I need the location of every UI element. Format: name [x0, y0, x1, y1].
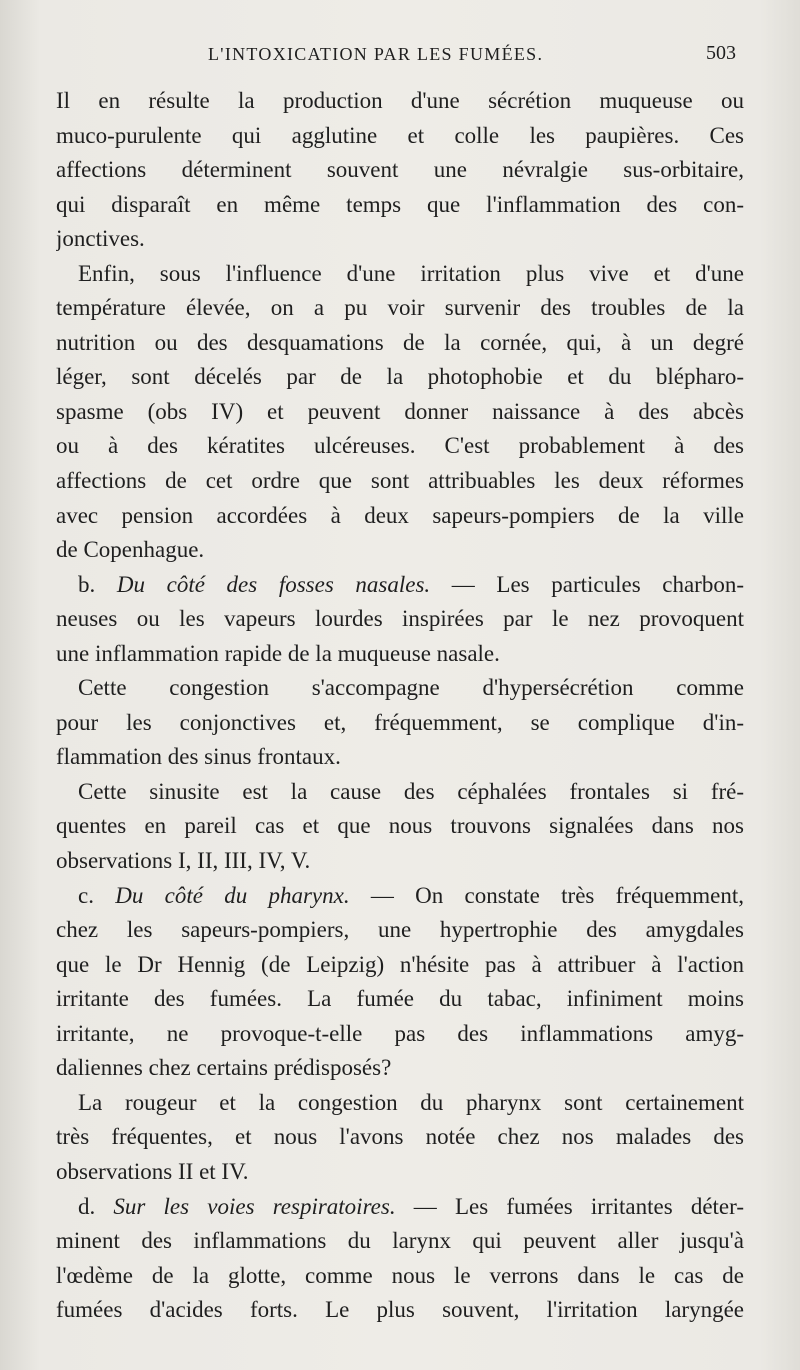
text-line: avec pension accordées à deux sapeurs-pompiers de la ville — [56, 502, 744, 528]
page-number: 503 — [706, 42, 736, 64]
text-line: spasme (obs IV) et peuvent donner naissance à des abcès — [56, 398, 744, 424]
text-line: que le Dr Hennig (de Leipzig) n'hésite pas à attribuer à l'action — [56, 951, 744, 977]
text-line: fumées d'acides forts. Le plus souvent, l'irritation laryngée — [56, 1297, 744, 1323]
text-line: observations II et IV. — [56, 1158, 249, 1184]
text-line — [56, 568, 744, 603]
text-line: neuses ou les vapeurs lourdes inspirées par le nez provoquent — [56, 606, 744, 632]
text-line: léger, sont décelés par de la photophobie et du blépharo- — [56, 364, 744, 390]
text-line: ou à des kératites ulcéreuses. C'est probablement à des — [56, 433, 744, 459]
text-line: minent des inflammations du larynx qui peuvent aller jusqu'à — [56, 1228, 744, 1254]
text-line: Enfin, sous l'influence d'une irritation plus vive et d'une — [78, 260, 744, 286]
text-line: daliennes chez certains prédisposés? — [56, 1055, 392, 1081]
text-line: chez les sapeurs-pompiers, une hypertrophie des amygdales — [56, 917, 744, 943]
text-line: observations I, II, III, IV, V. — [56, 848, 311, 874]
text-line: très fréquentes, et nous l'avons notée chez nos malades des — [56, 1124, 744, 1150]
running-title: L'INTOXICATION PAR LES FUMÉES. — [208, 44, 544, 64]
line-text-rest: — Les particules charbon- — [430, 571, 744, 597]
text-line: qui disparaît en même temps que l'inflammation des con- — [56, 191, 744, 217]
text-line: pour les conjonctives et, fréquemment, se complique d'in- — [56, 709, 744, 735]
text-line — [56, 1190, 744, 1225]
text-line: jonctives. — [56, 226, 145, 252]
text-line: muco-purulente qui agglutine et colle les paupières. Ces — [56, 122, 744, 148]
text-line: irritante des fumées. La fumée du tabac, infiniment moins — [56, 986, 744, 1012]
text-line: nutrition ou des desquamations de la cornée, qui, à un degré — [56, 329, 744, 355]
text-line: une inflammation rapide de la muqueuse nasale. — [56, 640, 500, 666]
section-heading-italic: Sur les voies respiratoires. — [113, 1193, 396, 1219]
text-line: flammation des sinus frontaux. — [56, 744, 341, 770]
line-text-lead: b. — [78, 571, 117, 597]
text-line: affections déterminent souvent une névralgie sus-orbitaire, — [56, 157, 744, 183]
text-line: Cette sinusite est la cause des céphalées frontales si fré- — [78, 778, 744, 804]
text-line: température élevée, on a pu voir survenir des troubles de la — [56, 295, 744, 321]
page-header — [0, 44, 800, 74]
section-heading-italic: Du côté du pharynx. — [115, 882, 350, 908]
text-line: Cette congestion s'accompagne d'hypersécrétion comme — [78, 675, 744, 701]
line-text-lead: c. — [78, 882, 116, 908]
text-line: quentes en pareil cas et que nous trouvons signalées dans nos — [56, 813, 744, 839]
text-line: La rougeur et la congestion du pharynx sont certainement — [78, 1089, 744, 1115]
line-text-rest: — On constate très fréquemment, — [349, 882, 744, 908]
line-text-rest: — Les fumées irritantes déter- — [395, 1193, 744, 1219]
text-line: affections de cet ordre que sont attribuables les deux réformes — [56, 468, 744, 494]
body-text — [56, 84, 744, 1328]
section-heading-italic: Du côté des fosses nasales. — [116, 571, 431, 597]
text-line: de Copenhague. — [56, 537, 205, 563]
line-text-lead: d. — [78, 1193, 114, 1219]
text-line: Il en résulte la production d'une sécrétion muqueuse ou — [56, 88, 744, 113]
text-line: irritante, ne provoque-t-elle pas des inflammations amyg- — [56, 1020, 744, 1046]
text-line: l'œdème de la glotte, comme nous le verrons dans le cas de — [56, 1262, 744, 1288]
text-line — [56, 879, 744, 914]
